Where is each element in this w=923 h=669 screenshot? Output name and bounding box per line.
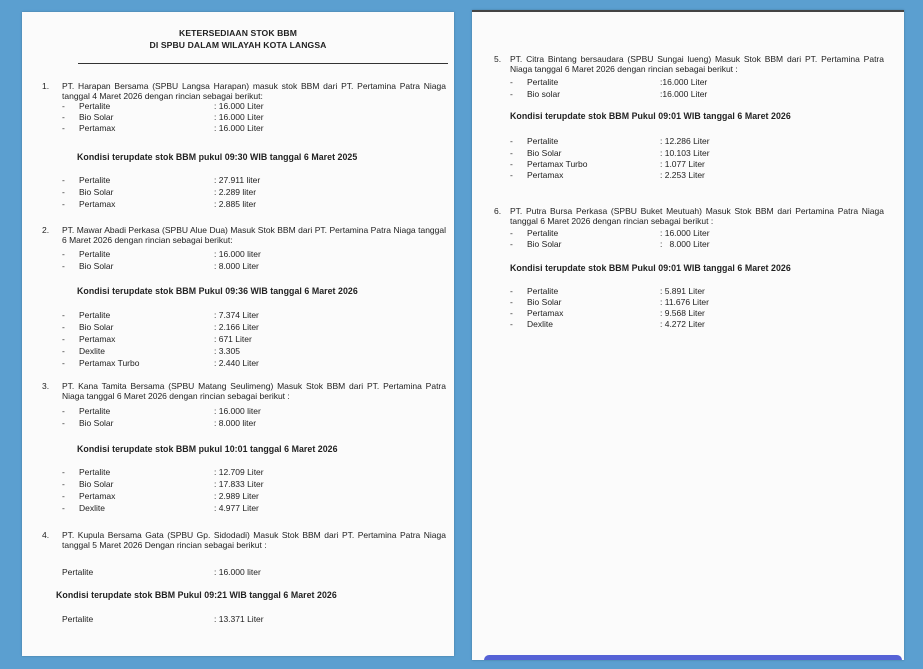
fuel-name: Pertamax <box>527 170 564 180</box>
fuel-name: Pertalite <box>79 310 111 320</box>
update-heading: Kondisi terupdate stok BBM Pukul 09:21 WIB tanggal 6 Maret 2026 <box>56 590 337 600</box>
title-divider <box>78 63 448 64</box>
incoming-row <box>62 567 261 578</box>
fuel-value: : 8.000 liter <box>214 418 257 428</box>
fuel-name: Pertalite <box>527 136 559 146</box>
section-number: 1. <box>42 81 50 91</box>
fuel-name: Pertalite <box>62 567 94 577</box>
fuel-value: : 11.676 Liter <box>660 297 709 307</box>
section-paragraph: PT. Kana Tamita Bersama (SPBU Matang Seulimeng) Masuk Stok BBM dari PT. Pertamina Patra Niaga tanggal 6 Maret 2026 dengan rincian sebagai berikut : <box>62 381 446 402</box>
fuel-value: : 16.000 liter <box>214 567 261 577</box>
fuel-name: Pertamax Turbo <box>527 159 588 169</box>
fuel-value: :16.000 Liter <box>660 77 708 87</box>
fuel-value: : 2.166 Liter <box>214 322 259 332</box>
fuel-name: Bio Solar <box>79 112 114 122</box>
fuel-name: Pertalite <box>527 228 559 238</box>
section-paragraph: PT. Harapan Bersama (SPBU Langsa Harapan) masuk stok BBM dari PT. Pertamina Patra Niaga tanggal 4 Maret 2026 dengan rincian sebagai berikut: <box>62 81 446 102</box>
fuel-name: Pertalite <box>79 175 111 185</box>
fuel-name: Dexlite <box>79 503 105 513</box>
fuel-value: : 7.374 Liter <box>214 310 259 320</box>
fuel-value: : 2.253 Liter <box>660 170 705 180</box>
fuel-name: Bio Solar <box>79 322 114 332</box>
fuel-name: Pertamax <box>79 334 116 344</box>
fuel-name: Pertamax <box>79 491 116 501</box>
fuel-value: : 2.885 liter <box>214 199 257 209</box>
document-title-line1: KETERSEDIAAN STOK BBM <box>179 28 297 38</box>
fuel-name: Pertamax <box>527 308 564 318</box>
fuel-value: : 4.977 Liter <box>214 503 259 513</box>
fuel-value: : 8.000 Liter <box>660 239 710 249</box>
document-title-line2: DI SPBU DALAM WILAYAH KOTA LANGSA <box>149 40 327 50</box>
fuel-value: : 12.709 Liter <box>214 467 264 477</box>
fuel-name: Dexlite <box>79 346 105 356</box>
fuel-value: : 16.000 liter <box>214 249 261 259</box>
fuel-value: : 16.000 Liter <box>214 123 264 133</box>
fuel-name: Pertalite <box>79 101 111 111</box>
fuel-value: : 5.891 Liter <box>660 286 705 296</box>
update-heading: Kondisi terupdate stok BBM Pukul 09:01 WIB tanggal 6 Maret 2026 <box>510 263 791 273</box>
fuel-value: : 10.103 Liter <box>660 148 710 158</box>
section-number: 4. <box>42 530 50 540</box>
fuel-name: Pertamax Turbo <box>79 358 140 368</box>
fuel-name: Pertalite <box>62 614 94 624</box>
update-heading: Kondisi terupdate stok BBM Pukul 09:01 WIB tanggal 6 Maret 2026 <box>510 111 791 121</box>
fuel-name: Bio solar <box>527 89 561 99</box>
fuel-name: Bio Solar <box>79 187 114 197</box>
fuel-value: : 3.305 <box>214 346 240 356</box>
document-page-left: KETERSEDIAAN STOK BBM DI SPBU DALAM WILAYAH KOTA LANGSA 1. PT. Harapan Bersama (SPBU Langsa Harapan) masuk stok BBM dari PT. Pertamina Patra Niaga tanggal 4 Maret 2026 dengan rincian sebagai berikut: - Pertalite : 16.000 Liter - Bio Solar : 16.000 Liter - Pertamax : 16.000 Liter Kondisi terupdate stok BBM pukul 09:30 WIB tanggal 6 Maret 2025 - Pertalite : 27.911 liter - Bio Solar : 2.289 liter - Pertamax : 2.885 liter 2. PT. Mawar Abadi Perkasa (SPBU Alue Dua) Masuk Stok BBM dari PT. Pertamina Patra Niaga tanggal 6 Maret 2026 dengan rincian sebagai berikut: - Pertalite : 16.000 liter - Bio Solar : 8.000 Liter Kondisi terupdate stok BBM Pukul 09:36 WIB tanggal 6 Maret 2026 - Pertalite : 7.374 Liter - Bio Solar : 2.166 Liter - Pertamax : 671 Liter - Dexlite : 3.305 - Pertamax Turbo : 2.440 Liter 3. PT. Kana Tamita Bersama (SPBU Matang Seulimeng) Masuk Stok BBM dari PT. Pertamina Patra Niaga tanggal 6 Maret 2026 dengan rincian sebagai berikut : - Pertalite : 16.000 liter - Bio Solar : 8.000 liter Kondisi terupdate stok BBM pukul 10:01 tanggal 6 Maret 2026 - Pertalite : 12.709 Liter - Bio Solar : 17.833 Liter - Pertamax : 2.989 Liter - Dexlite : 4.977 Liter 4. PT. Kupula Bersama Gata (SPBU Gp. Sidodadi) Masuk Stok BBM dari PT. Pertamina Patra Niaga tanggal 5 Maret 2026 Dengan rincian sebagai berikut : Pertalite : 16.000 liter Kondisi terupdate stok BBM Pukul 09:21 WIB tanggal 6 Maret 2026 Pertalite : 13.371 Liter <box>22 12 454 656</box>
fuel-name: Bio Solar <box>527 297 562 307</box>
fuel-name: Pertalite <box>527 286 559 296</box>
section-number: 2. <box>42 225 50 235</box>
fuel-value: : 1.077 Liter <box>660 159 705 169</box>
fuel-value: : 671 Liter <box>214 334 252 344</box>
fuel-name: Bio Solar <box>79 261 114 271</box>
update-heading: Kondisi terupdate stok BBM pukul 09:30 WIB tanggal 6 Maret 2025 <box>77 152 358 162</box>
fuel-value: : 16.000 liter <box>214 406 261 416</box>
fuel-value: : 13.371 Liter <box>214 614 264 624</box>
fuel-name: Bio Solar <box>527 239 562 249</box>
fuel-name: Pertamax <box>79 199 116 209</box>
fuel-value: : 27.911 liter <box>214 175 261 185</box>
fuel-name: Pertalite <box>79 467 111 477</box>
fuel-value: : 4.272 Liter <box>660 319 705 329</box>
update-heading: Kondisi terupdate stok BBM Pukul 09:36 WIB tanggal 6 Maret 2026 <box>77 286 358 296</box>
fuel-value: : 2.289 liter <box>214 187 257 197</box>
page-top-edge <box>472 10 904 12</box>
stock-row <box>62 614 264 625</box>
fuel-name: Pertalite <box>527 77 559 87</box>
section-paragraph: PT. Kupula Bersama Gata (SPBU Gp. Sidodadi) Masuk Stok BBM dari PT. Pertamina Patra Niaga tanggal 5 Maret 2026 Dengan rincian sebagai berikut : <box>62 530 446 551</box>
fuel-name: Pertalite <box>79 406 111 416</box>
section-paragraph: PT. Citra Bintang bersaudara (SPBU Sungai lueng) Masuk Stok BBM dari PT. Pertamina Patra Niaga tanggal 6 Maret 2026 dengan rincian sebagai berikut : <box>510 54 884 75</box>
fuel-name: Bio Solar <box>79 479 114 489</box>
section-number: 5. <box>494 54 502 64</box>
update-heading: Kondisi terupdate stok BBM pukul 10:01 tanggal 6 Maret 2026 <box>77 444 338 454</box>
fuel-value: : 16.000 Liter <box>214 112 264 122</box>
fuel-value: : 16.000 Liter <box>214 101 264 111</box>
page-bottom-bar <box>484 655 902 660</box>
fuel-name: Bio Solar <box>527 148 562 158</box>
fuel-name: Pertamax <box>79 123 116 133</box>
fuel-value: : 8.000 Liter <box>214 261 259 271</box>
fuel-value: : 2.989 Liter <box>214 491 259 501</box>
fuel-value: :16.000 Liter <box>660 89 708 99</box>
fuel-name: Pertalite <box>79 249 111 259</box>
fuel-value: : 17.833 Liter <box>214 479 264 489</box>
section-number: 3. <box>42 381 50 391</box>
fuel-value: : 12.286 Liter <box>660 136 710 146</box>
fuel-name: Bio Solar <box>79 418 114 428</box>
fuel-value: : 2.440 Liter <box>214 358 259 368</box>
section-paragraph: PT. Mawar Abadi Perkasa (SPBU Alue Dua) Masuk Stok BBM dari PT. Pertamina Patra Niaga tanggal 6 Maret 2026 dengan rincian sebagai berikut: <box>62 225 446 246</box>
fuel-value: : 9.568 Liter <box>660 308 705 318</box>
section-number: 6. <box>494 206 502 216</box>
fuel-value: : 16.000 Liter <box>660 228 710 238</box>
fuel-name: Dexlite <box>527 319 553 329</box>
section-paragraph: PT. Putra Bursa Perkasa (SPBU Buket Meutuah) Masuk Stok BBM dari Pertamina Patra Niaga tanggal 6 Maret 2026 dengan rincian sebagai berikut : <box>510 206 884 227</box>
document-page-right: 5. PT. Citra Bintang bersaudara (SPBU Sungai lueng) Masuk Stok BBM dari PT. Pertamina Patra Niaga tanggal 6 Maret 2026 dengan rincian sebagai berikut : - Pertalite :16.000 Liter - Bio solar :16.000 Liter Kondisi terupdate stok BBM Pukul 09:01 WIB tanggal 6 Maret 2026 - Pertalite : 12.286 Liter - Bio Solar : 10.103 Liter - Pertamax Turbo : 1.077 Liter - Pertamax : 2.253 Liter 6. PT. Putra Bursa Perkasa (SPBU Buket Meutuah) Masuk Stok BBM dari Pertamina Patra Niaga tanggal 6 Maret 2026 dengan rincian sebagai berikut : - Pertalite : 16.000 Liter - Bio Solar : 8.000 Liter Kondisi terupdate stok BBM Pukul 09:01 WIB tanggal 6 Maret 2026 - Pertalite : 5.891 Liter - Bio Solar : 11.676 Liter - Pertamax : 9.568 Liter - Dexlite : 4.272 Liter <box>472 10 904 660</box>
